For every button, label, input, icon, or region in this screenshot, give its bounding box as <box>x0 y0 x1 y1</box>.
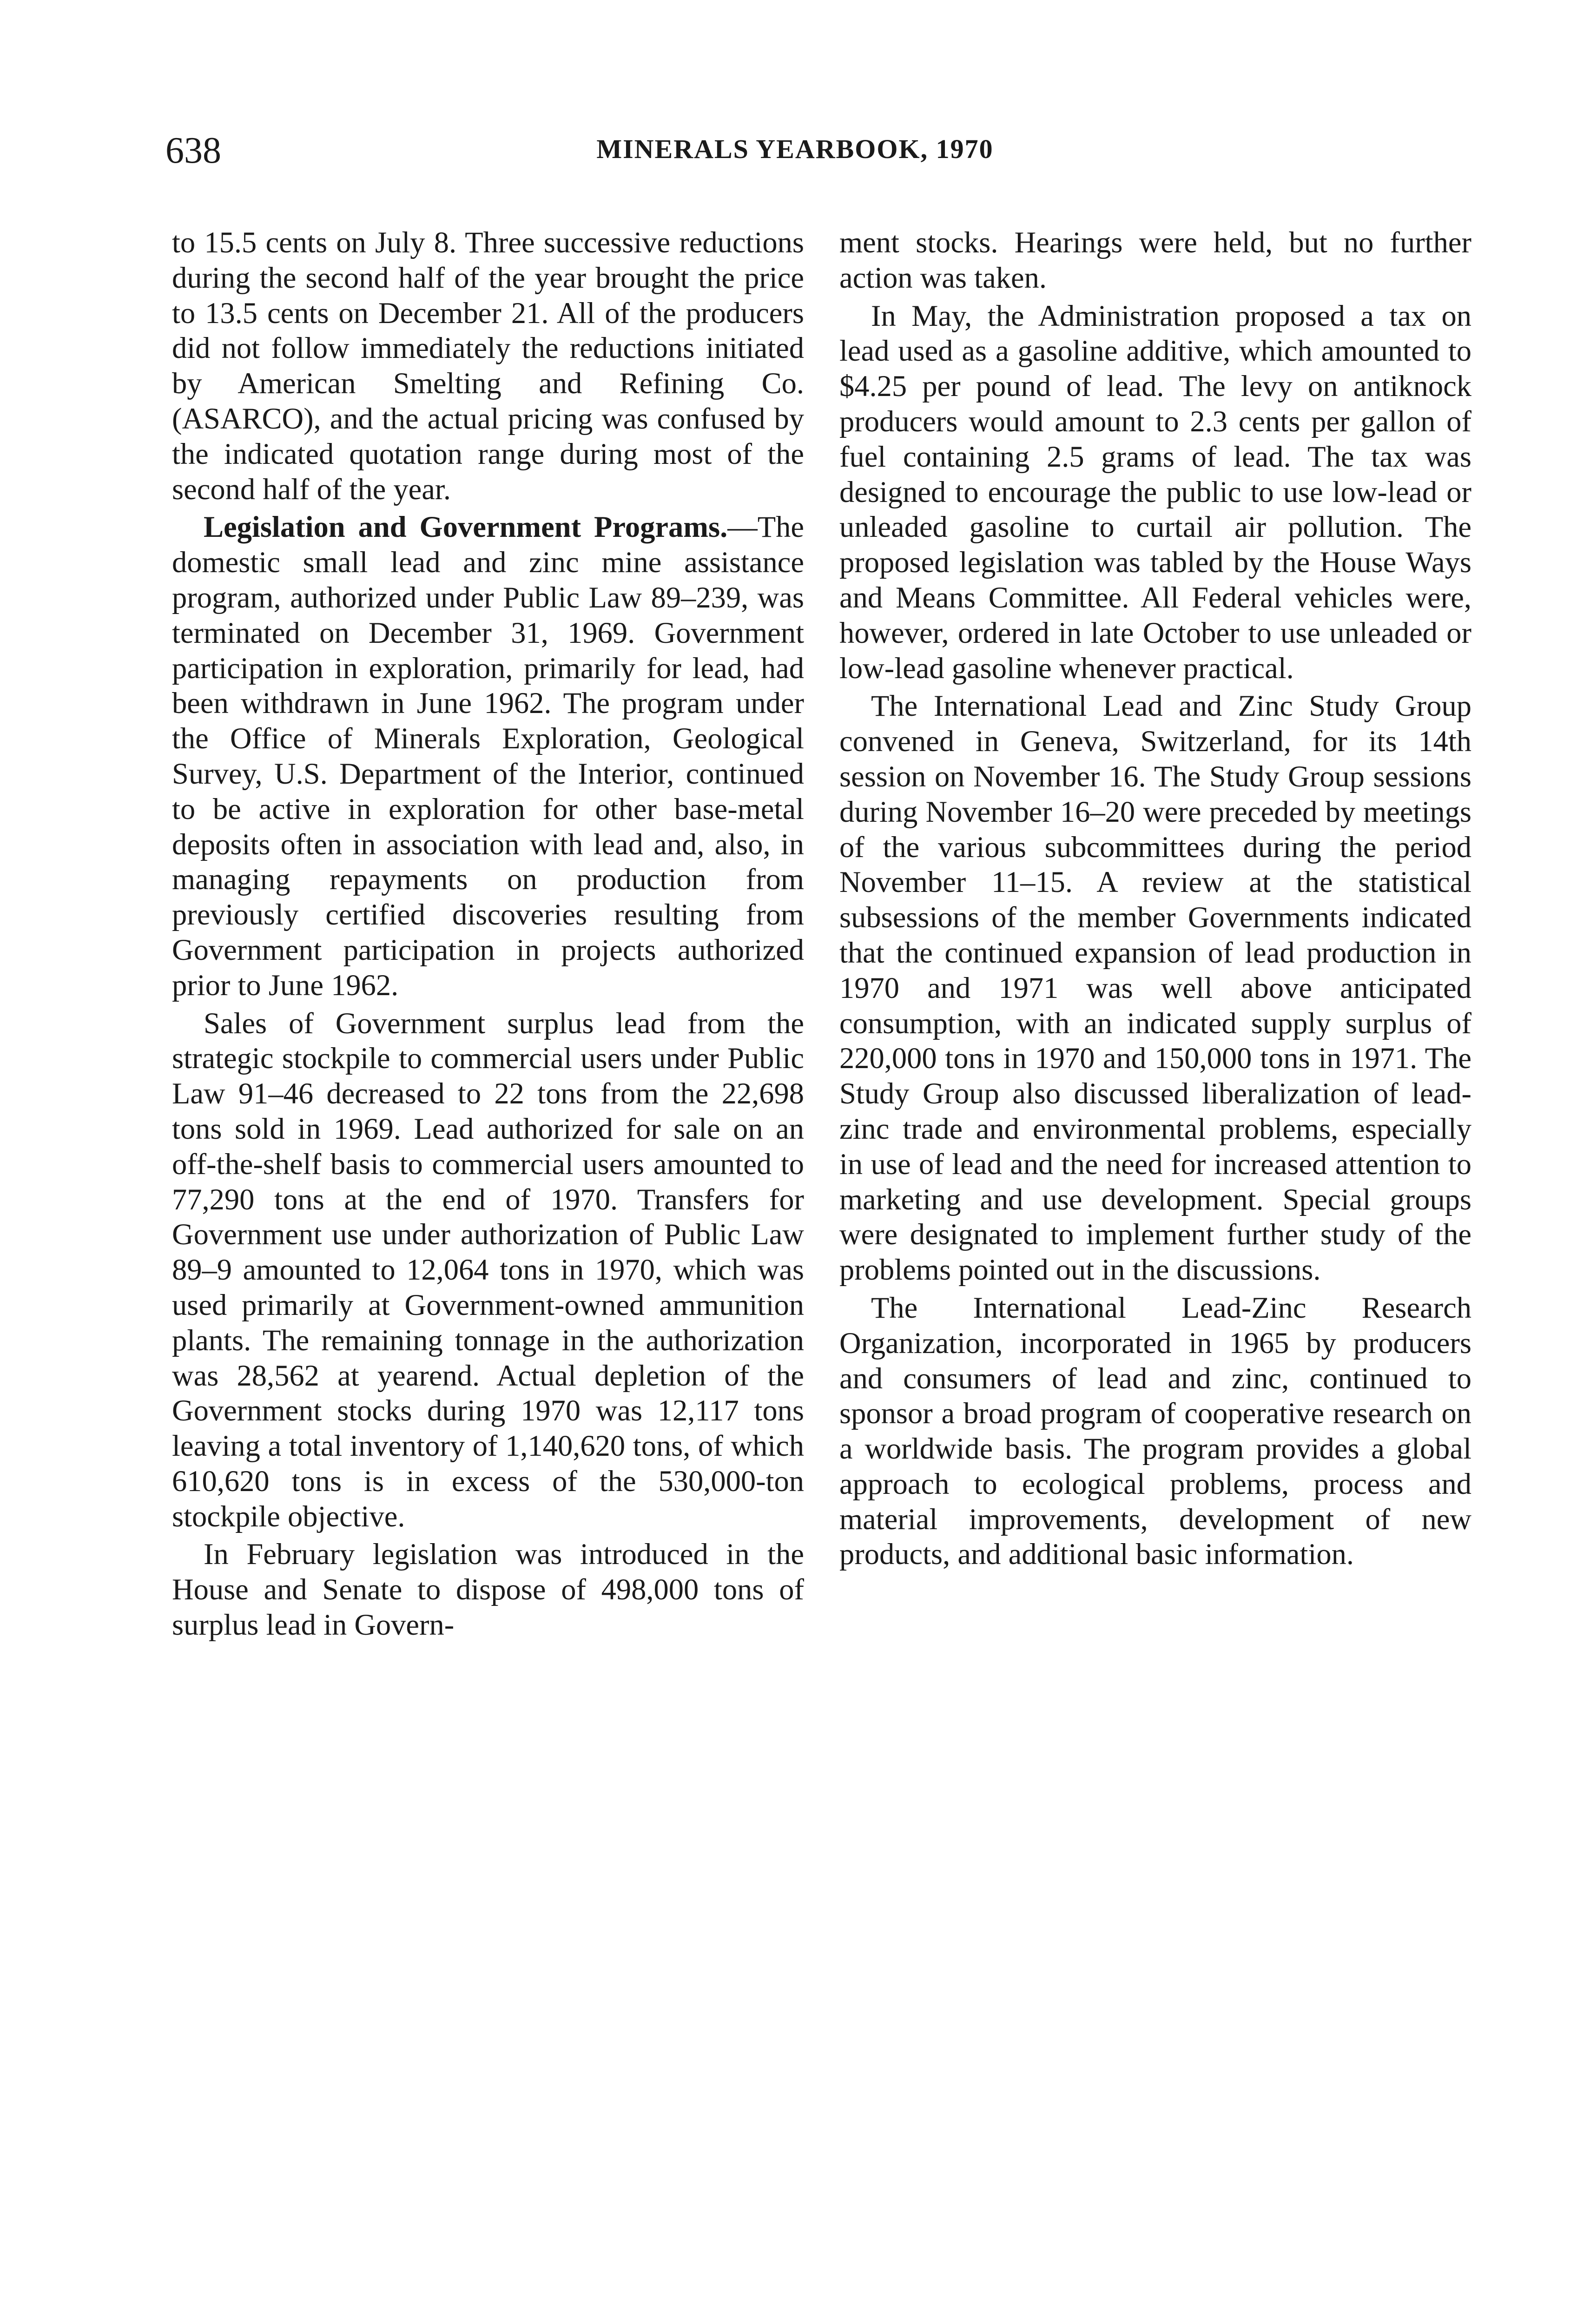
paragraph: ment stocks. Hearings were held, but no further action was taken. <box>839 226 1471 294</box>
paragraph: The International Lead and Zinc Study Group convened in Geneva, Switzerland, for its 14th session on November 16. The Study Group sessions during November 16–20 were preceded by meetings of the various subcommittees during the period November 11–15. A review at the statistical subsessions of the member Governments indicated that the continued expansion of lead production in 1970 and 1971 was well above anticipated consumption, with an indicated supply surplus of 220,000 tons in 1970 and 150,000 tons in 1971. The Study Group also discussed liberalization of lead-zinc trade and environmental problems, especially in use of lead and the need for increased attention to marketing and use development. Special groups were designated to implement further study of the problems pointed out in the discussions. <box>839 689 1471 1287</box>
paragraph: to 15.5 cents on July 8. Three successive reductions during the second half of the year brought the price to 13.5 cents on December 21. All of the producers did not follow immediately the reductions initiated by American Smelting and Refining Co. (ASARCO), and the actual pricing was confused by the indicated quotation range during most of the second half of the year. <box>172 226 804 506</box>
paragraph-body: —The domestic small lead and zinc mine assistance program, authorized under Public Law 89–239, was terminated on December 31, 1969. Government participation in exploration, primarily for lead, had been withdrawn in June 1962. The program under the Office of Minerals Exploration, Geological Survey, U.S. Department of the Interior, continued to be active in exploration for other base-metal deposits often in association with lead and, also, in managing repayments on production from previously certified discoveries resulting from Government participation in projects authorized prior to June 1962. <box>172 510 804 1002</box>
left-column <box>172 225 804 1645</box>
paragraph: The International Lead-Zinc Research Organization, incorporated in 1965 by producers and consumers of lead and zinc, continued to sponsor a broad program of cooperative research on a worldwide basis. The program provides a global approach to ecological problems, process and material improvements, development of new products, and additional basic information. <box>839 1291 1471 1571</box>
paragraph: In May, the Administration proposed a tax on lead used as a gasoline additive, which amounted to $4.25 per pound of lead. The levy on antiknock producers would amount to 2.3 cents per gallon of fuel containing 2.5 grams of lead. The tax was designed to encourage the public to use low-lead or unleaded gasoline to curtail air pollution. The proposed legislation was tabled by the House Ways and Means Committee. All Federal vehicles were, however, ordered in late October to use unleaded or low-lead gasoline whenever practical. <box>839 299 1471 685</box>
paragraph: In February legislation was introduced in the House and Senate to dispose of 498,000 tons of surplus lead in Govern- <box>172 1538 804 1642</box>
section-heading: Legislation and Government Programs. <box>204 510 728 544</box>
right-column <box>839 225 1471 1575</box>
paragraph <box>172 509 804 1003</box>
running-title: MINERALS YEARBOOK, 1970 <box>596 134 994 164</box>
page-number: 638 <box>165 130 221 171</box>
paragraph: Sales of Government surplus lead from the strategic stockpile to commercial users under Public Law 91–46 decreased to 22 tons from the 22,698 tons sold in 1969. Lead authorized for sale on an off-the-shelf basis to commercial users amounted to 77,290 tons at the end of 1970. Transfers for Government use under authorization of Public Law 89–9 amounted to 12,064 tons in 1970, which was used primarily at Government-owned ammunition plants. The remaining tonnage in the authorization was 28,562 at yearend. Actual depletion of the Government stocks during 1970 was 12,117 tons leaving a total inventory of 1,140,620 tons, of which 610,620 tons is in excess of the 530,000-ton stockpile objective. <box>172 1006 804 1533</box>
